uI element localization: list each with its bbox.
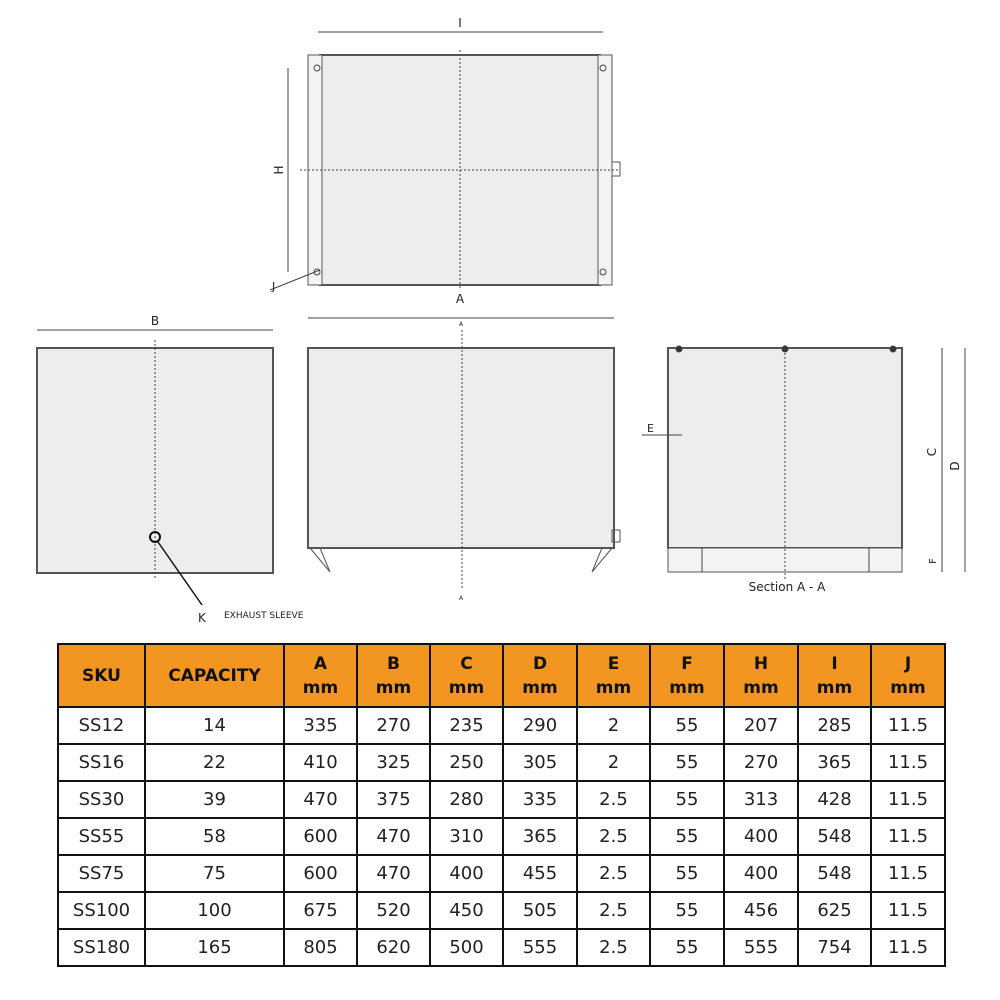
table-cell: 313 [724,781,798,818]
table-row [58,707,945,744]
table-cell: SS180 [58,929,145,966]
dim-label-e: E [647,422,654,435]
header-unit: mm [522,677,558,698]
dim-label-c: C [925,447,939,457]
table-cell: SS75 [58,855,145,892]
dim-label-h: H [272,165,286,175]
table-cell: 55 [650,707,724,744]
table-cell: 500 [430,929,503,966]
table-cell: 55 [650,781,724,818]
table-row [58,892,945,929]
section-caption: Section A - A [748,580,826,594]
header-label: SKU [82,665,121,686]
header-unit: mm [669,677,705,698]
header-label: C [460,653,473,674]
header-label: J [904,653,912,674]
table-cell: 470 [284,781,357,818]
column-header [724,644,798,707]
table-cell: 235 [430,707,503,744]
table-cell: 285 [798,707,871,744]
header-unit: mm [595,677,632,698]
header-label: B [387,653,400,674]
table-cell: 620 [357,929,430,966]
table-cell: SS30 [58,781,145,818]
dim-label-f: F [928,558,939,564]
table-cell: 410 [284,744,357,781]
table-cell: 600 [284,855,357,892]
table-row [58,855,945,892]
table-cell: 600 [284,818,357,855]
table-cell: 470 [357,855,430,892]
table-cell: 805 [284,929,357,966]
dim-label-j: J [272,280,276,293]
table-cell: 675 [284,892,357,929]
table-cell: 55 [650,855,724,892]
table-header-row [58,644,945,707]
table-cell: 335 [503,781,577,818]
table-row [58,818,945,855]
table-cell: 22 [145,744,284,781]
table-cell: 75 [145,855,284,892]
table-cell: 2.5 [577,929,650,966]
table-cell: 11.5 [871,929,945,966]
table-cell: 310 [430,818,503,855]
table-cell: 555 [503,929,577,966]
table-cell: 58 [145,818,284,855]
table-cell: 505 [503,892,577,929]
table-cell: 270 [724,744,798,781]
table-cell: 375 [357,781,430,818]
table-cell: 335 [284,707,357,744]
table-cell: 548 [798,855,871,892]
table-cell: 455 [503,855,577,892]
header-label: E [607,653,620,674]
table-cell: 270 [357,707,430,744]
table-cell: 11.5 [871,744,945,781]
column-header [284,644,357,707]
table-cell: 456 [724,892,798,929]
table-cell: 365 [798,744,871,781]
table-cell: 165 [145,929,284,966]
column-header [145,644,284,707]
table-cell: 2.5 [577,818,650,855]
table-row [58,781,945,818]
header-label: H [753,653,769,674]
table-cell: 100 [145,892,284,929]
header-unit: mm [448,677,485,698]
table-cell: 250 [430,744,503,781]
table-cell: 2 [577,744,650,781]
header-label: I [831,653,838,674]
dim-label-d: D [948,461,962,471]
table-row [58,929,945,966]
table-cell: 11.5 [871,818,945,855]
dimensions-table [57,643,946,967]
column-header [357,644,430,707]
table-cell: 55 [650,929,724,966]
dim-label-a: A [455,292,465,306]
table-cell: 280 [430,781,503,818]
table-cell: 305 [503,744,577,781]
dim-label-i: I [458,16,462,30]
table-cell: 365 [503,818,577,855]
table-row [58,744,945,781]
table-cell: 11.5 [871,855,945,892]
header-unit: mm [743,677,779,698]
table-cell: 11.5 [871,892,945,929]
column-header [798,644,871,707]
header-unit: mm [302,677,339,698]
table-cell: 428 [798,781,871,818]
table-cell: 555 [724,929,798,966]
table-cell: 520 [357,892,430,929]
header-unit: mm [816,677,853,698]
front-view [308,318,620,602]
header-label: D [532,653,548,674]
table-cell: 470 [357,818,430,855]
table-cell: 400 [724,818,798,855]
table-cell: SS16 [58,744,145,781]
table-cell: 55 [650,818,724,855]
top-view [270,16,620,306]
table-cell: 2.5 [577,781,650,818]
side-view [37,314,304,625]
section-marker-bottom: A [458,595,464,602]
table-cell: 55 [650,744,724,781]
header-unit: mm [375,677,412,698]
table-cell: 548 [798,818,871,855]
table-cell: 325 [357,744,430,781]
table-cell: 14 [145,707,284,744]
table-cell: 754 [798,929,871,966]
label-k: K [198,611,206,625]
column-header [650,644,724,707]
table-cell: SS100 [58,892,145,929]
table-cell: 290 [503,707,577,744]
header-label: A [313,653,328,674]
label-exhaust-sleeve: EXHAUST SLEEVE [224,611,304,621]
column-header [58,644,145,707]
table-cell: SS12 [58,707,145,744]
header-unit: mm [890,677,926,698]
table-cell: 11.5 [871,707,945,744]
dim-label-b: B [150,314,160,328]
table-cell: SS55 [58,818,145,855]
header-label: F [681,653,693,674]
table-cell: 11.5 [871,781,945,818]
table-cell: 625 [798,892,871,929]
section-view [642,345,965,594]
table-cell: 2 [577,707,650,744]
column-header [577,644,650,707]
column-header [430,644,503,707]
table-cell: 207 [724,707,798,744]
table-cell: 450 [430,892,503,929]
table-cell: 400 [430,855,503,892]
table-cell: 2.5 [577,855,650,892]
table-cell: 400 [724,855,798,892]
column-header [503,644,577,707]
header-label: CAPACITY [168,665,261,686]
column-header [871,644,945,707]
section-marker-top: A [458,321,464,328]
table-cell: 55 [650,892,724,929]
table-cell: 39 [145,781,284,818]
table-cell: 2.5 [577,892,650,929]
